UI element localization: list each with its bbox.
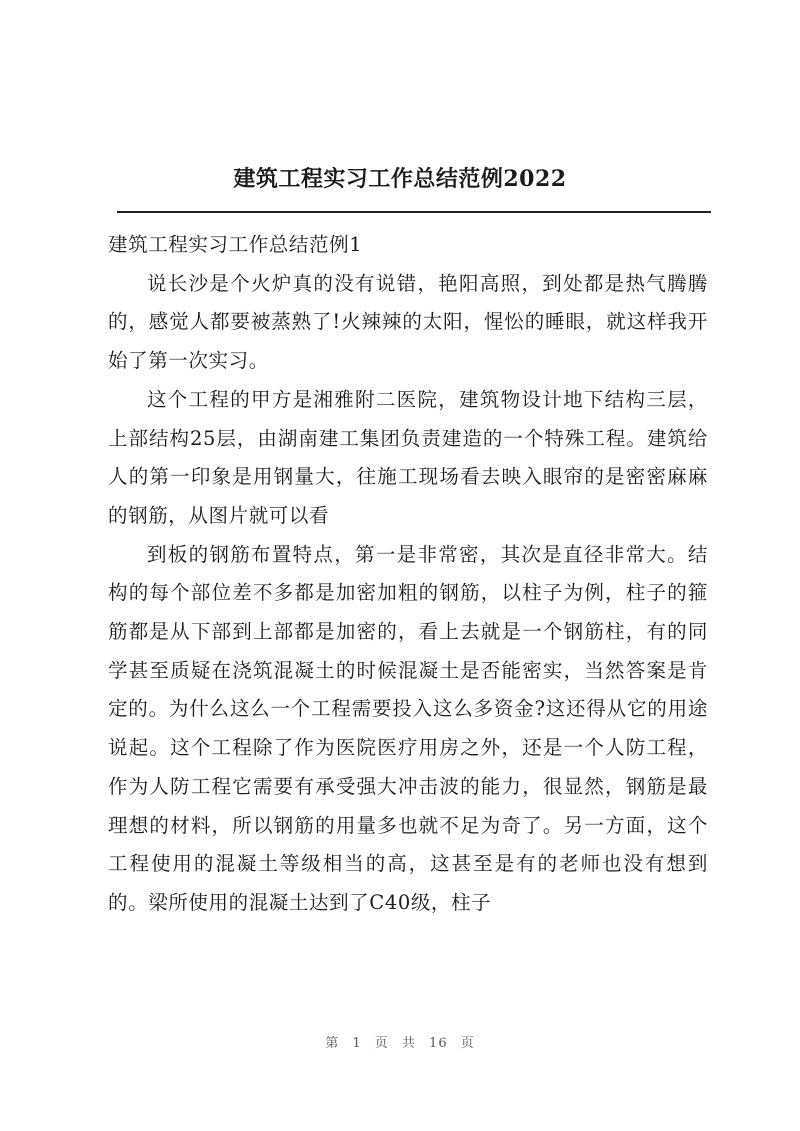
paragraph-1: 说长沙是个火炉真的没有说错，艳阳高照，到处都是热气腾腾的，感觉人都要被蒸熟了!火辣辣的太阳，惺忪的睡眼，就这样我开始了第一次实习。 [108, 271, 708, 373]
paragraph-3: 到板的钢筋布置特点，第一是非常密，其次是直径非常大。结构的每个部位差不多都是加密加粗的钢筋，以柱子为例，柱子的箍筋都是从下部到上部都是加密的，看上去就是一个钢筋柱，有的同学甚至质疑在浇筑混凝土的时候混凝土是否能密实，当然答案是肯定的。为什么这么一个工程需要投入这么多资金?这还得从它的用途说起。这个工程除了作为医院医疗用房之外，还是一个人防工程，作为人防工程它需要有承受强大冲击波的能力，很显然，钢筋是最理想的材料，所以钢筋的用量多也就不足为奇了。另一方面，这个工程使用的混凝土等级相当的高，这甚至是有的老师也没有想到的。梁所使用的混凝土达到了C40级，柱子 [108, 542, 708, 914]
document-title: 建筑工程实习工作总结范例2022 [233, 166, 567, 192]
title-divider [117, 211, 711, 213]
document-body [108, 226, 708, 923]
page-number-footer: 第 1 页 共 16 页 [325, 1036, 475, 1051]
paragraph-2: 这个工程的甲方是湘雅附二医院，建筑物设计地下结构三层，上部结构25层，由湖南建工集团负责建造的一个特殊工程。建筑给人的第一印象是用钢量大，往施工现场看去映入眼帘的是密密麻麻的钢筋，从图片就可以看 [108, 387, 708, 527]
section-heading: 建筑工程实习工作总结范例1 [108, 233, 363, 256]
